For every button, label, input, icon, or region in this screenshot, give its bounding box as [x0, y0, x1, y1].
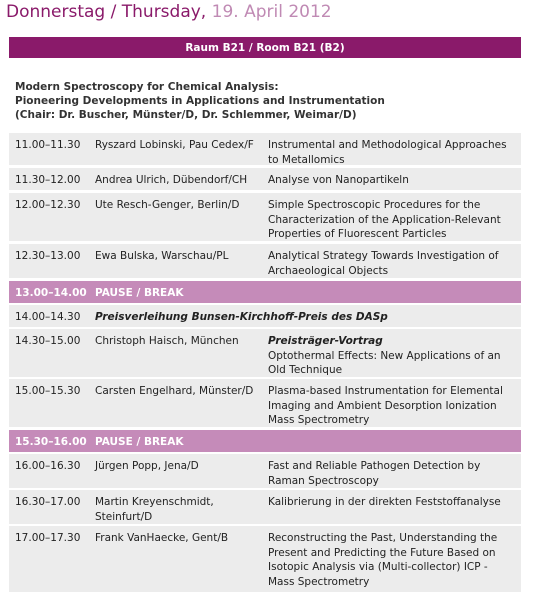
session-title: [15, 80, 515, 108]
day-label: Donnerstag / Thursday,: [6, 2, 207, 22]
row-time: 14.30–15.00: [15, 335, 81, 347]
schedule-row: [9, 379, 521, 427]
row-title-block: [268, 334, 516, 378]
date-label: 19. April 2012: [211, 2, 332, 22]
row-time: 16.00–16.30: [15, 460, 81, 472]
schedule-row: [9, 526, 521, 592]
row-time: 11.00–11.30: [15, 139, 81, 151]
row-time: 12.00–12.30: [15, 199, 81, 211]
row-speaker: Andrea Ulrich, Dübendorf/CH: [95, 174, 248, 186]
row-speaker: Jürgen Popp, Jena/D: [95, 460, 199, 472]
date-header: [6, 2, 332, 22]
row-time: 12.30–13.00: [15, 250, 81, 262]
session-info: [9, 62, 521, 132]
schedule-row: [9, 454, 521, 488]
row-title: Fast and Reliable Pathogen Detection by Raman Spectroscopy: [268, 460, 481, 487]
schedule-row: [9, 244, 521, 278]
row-time: 15.00–15.30: [15, 385, 81, 397]
row-speaker: Christoph Haisch, München: [95, 335, 239, 347]
row-title: Kalibrierung in der direkten Feststoffanalyse: [268, 496, 501, 508]
row-title: Optothermal Effects: New Applications of an Old Technique: [268, 349, 501, 376]
award-label: Preisverleihung Bunsen-Kirchhoff-Preis des DASp: [95, 311, 388, 323]
row-time: 14.00–14.30: [15, 311, 81, 323]
break-label: PAUSE / BREAK: [95, 287, 184, 299]
session-title-line1: Modern Spectroscopy for Chemical Analysis:: [15, 81, 279, 93]
row-time: 16.30–17.00: [15, 496, 81, 508]
row-title: Plasma-based Instrumentation for Elemental Imaging and Ambient Desorption Ionization Mass Spectrometry: [268, 385, 503, 426]
row-title: Simple Spectroscopic Procedures for the Characterization of the Application-Relevant Properties of Fluorescent Particles: [268, 199, 501, 240]
row-speaker: Frank VanHaecke, Gent/B: [95, 532, 229, 544]
row-time: 15.30–16.00: [15, 436, 87, 448]
session-title-line2: Pioneering Developments in Applications and Instrumentation: [15, 95, 385, 107]
schedule-row: [9, 133, 521, 165]
row-title: Analytical Strategy Towards Investigation of Archaeological Objects: [268, 250, 499, 277]
row-speaker: Ewa Bulska, Warschau/PL: [95, 250, 229, 262]
row-speaker: Ute Resch-Genger, Berlin/D: [95, 199, 240, 211]
break-row: [9, 430, 521, 452]
row-title: Instrumental and Methodological Approaches to Metallomics: [268, 139, 507, 166]
break-row: [9, 281, 521, 303]
schedule-row: [9, 193, 521, 241]
break-label: PAUSE / BREAK: [95, 436, 184, 448]
row-time: 11.30–12.00: [15, 174, 81, 186]
row-subtitle: Preisträger-Vortrag: [268, 335, 383, 347]
row-time: 17.00–17.30: [15, 532, 81, 544]
row-speaker: Martin Kreyenschmidt, Steinfurt/D: [95, 496, 214, 523]
award-row: [9, 305, 521, 327]
row-title: Reconstructing the Past, Understanding the Present and Predicting the Future Based on Isotopic Analysis via (Multi-collector) ICP - Mass Spectrometry: [268, 532, 498, 588]
row-speaker: Ryszard Lobinski, Pau Cedex/F: [95, 139, 254, 151]
row-time: 13.00–14.00: [15, 287, 87, 299]
schedule-row: [9, 490, 521, 524]
room-bar: Raum B21 / Room B21 (B2): [9, 37, 521, 58]
row-speaker: Carsten Engelhard, Münster/D: [95, 385, 254, 397]
schedule-row: [9, 329, 521, 377]
row-title: Analyse von Nanopartikeln: [268, 174, 409, 186]
session-chair: (Chair: Dr. Buscher, Münster/D, Dr. Schlemmer, Weimar/D): [15, 109, 357, 121]
schedule-row: [9, 168, 521, 190]
